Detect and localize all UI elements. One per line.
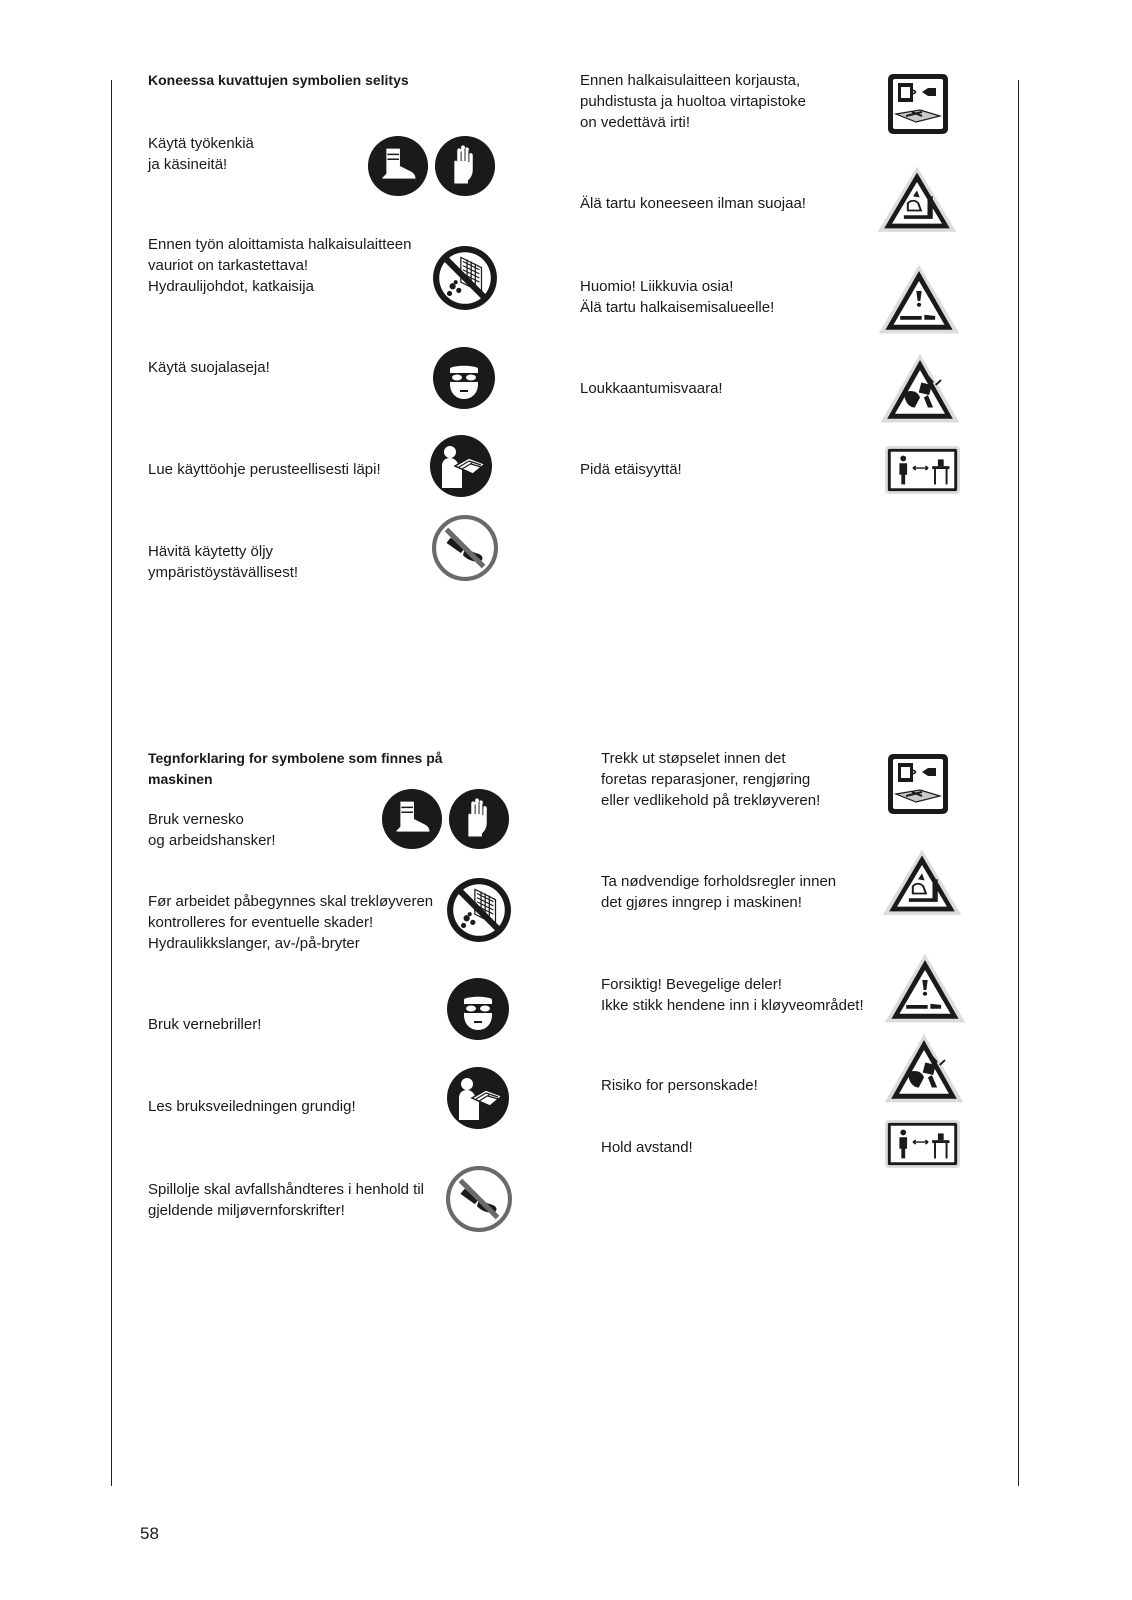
keep-distance-icon (884, 445, 961, 495)
no-distance-text: Hold avstand! (601, 1139, 693, 1156)
no-injury-text: Risiko for personskade! (601, 1077, 758, 1094)
safety-boot-icon (367, 135, 429, 197)
inspect-machine-icon (446, 877, 512, 943)
no-moving-text: Forsiktig! Bevegelige deler! Ikke stikk hendene inn i kløyveområdet! (601, 976, 864, 1014)
fi-distance-text: Pidä etäisyyttä! (580, 461, 682, 478)
unplug-before-service-icon (886, 752, 950, 816)
no-manual-text: Les bruksveiledningen grundig! (148, 1098, 356, 1115)
keep-distance-icon (884, 1119, 961, 1169)
no-unplug-text: Trekk ut støpselet innen det foretas reparasjoner, rengjøring eller vedlikehold på trekløyveren! (601, 750, 821, 809)
safety-goggles-icon (446, 977, 510, 1041)
no-goggles-text: Bruk vernebriller! (148, 1016, 262, 1033)
read-manual-icon (429, 434, 493, 498)
fi-moving-text: Huomio! Liikkuvia osia! Älä tartu halkaisemisalueelle! (580, 278, 775, 316)
fi-guard-text: Älä tartu koneeseen ilman suojaa! (580, 195, 806, 212)
hand-guard-warning-icon (875, 163, 959, 239)
right-margin-rule (1018, 80, 1019, 1486)
injury-risk-warning-icon (878, 350, 962, 430)
safety-goggles-icon (432, 346, 496, 410)
safety-boot-icon (381, 788, 443, 850)
no-guard-text: Ta nødvendige forholdsregler innen det gjøres inngrep i maskinen! (601, 873, 837, 911)
left-margin-rule (111, 80, 112, 1486)
fi-injury-text: Loukkaantumisvaara! (580, 380, 723, 397)
hand-guard-warning-icon (880, 846, 964, 922)
no-oil-text: Spillolje skal avfallshåndteres i henhold til gjeldende miljøvernforskrifter! (148, 1181, 424, 1219)
oil-disposal-icon (446, 1166, 512, 1232)
finnish-heading: Koneessa kuvattujen symbolien selitys (148, 72, 409, 88)
fi-unplug-text: Ennen halkaisulaitteen korjausta, puhdistusta ja huoltoa virtapistoke on vedettävä irti! (580, 72, 806, 131)
protective-glove-icon (434, 135, 496, 197)
unplug-before-service-icon (886, 72, 950, 136)
protective-glove-icon (448, 788, 510, 850)
moving-parts-warning-icon (882, 950, 968, 1030)
fi-goggles-text: Käytä suojalaseja! (148, 359, 270, 376)
moving-parts-warning-icon (876, 261, 962, 341)
no-inspect-text: Før arbeidet påbegynnes skal trekløyveren kontrolleres for eventuelle skader! Hydraulikkslanger, av-/på-bryter (148, 893, 434, 952)
fi-boots-gloves-text: Käytä työkenkiä ja käsineitä! (148, 135, 254, 173)
oil-disposal-icon (432, 515, 498, 581)
inspect-machine-icon (432, 245, 498, 311)
no-boots-gloves-text: Bruk vernesko og arbeidshansker! (148, 811, 276, 849)
fi-oil-text: Hävitä käytetty öljy ympäristöystävällisest! (148, 543, 299, 581)
page-number: 58 (140, 1524, 159, 1543)
read-manual-icon (446, 1066, 510, 1130)
fi-inspect-text: Ennen työn aloittamista halkaisulaitteen vauriot on tarkastettava! Hydraulijohdot, katkaisija (148, 236, 412, 295)
norwegian-heading: Tegnforklaring for symbolene som finnes på maskinen (148, 750, 443, 787)
fi-manual-text: Lue käyttöohje perusteellisesti läpi! (148, 461, 381, 478)
injury-risk-warning-icon (882, 1030, 966, 1110)
